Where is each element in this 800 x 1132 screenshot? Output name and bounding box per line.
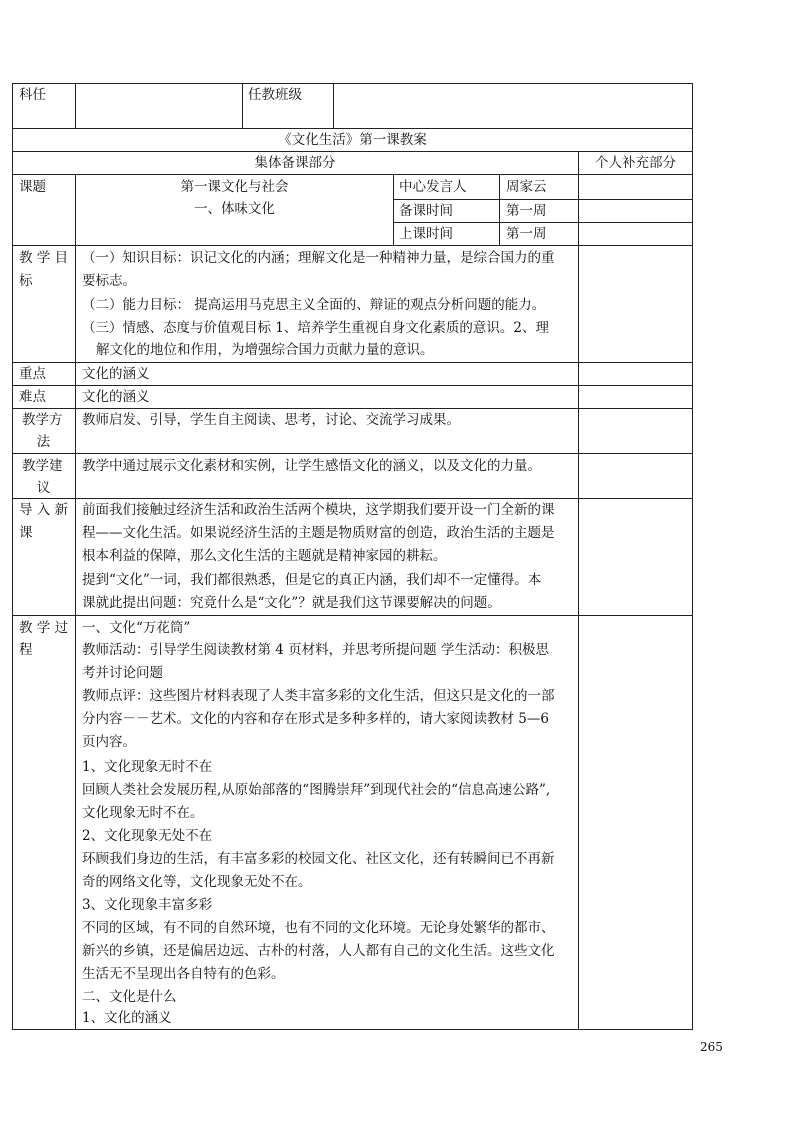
prep-time-label: 备课时间	[399, 203, 453, 219]
personal-col-divider	[578, 151, 579, 1030]
page-title: 《文化生活》第一课教案	[278, 132, 427, 148]
method-label-line-2: 法	[36, 434, 51, 450]
process-line: 2、文化现象无处不在	[82, 828, 213, 844]
speaker-col-divider	[499, 174, 500, 246]
process-line: 新兴的乡镇，还是偏居边远、古朴的村落，人人都有自己的文化生活。这些文化	[82, 943, 555, 959]
method-value: 教师启发、引导，学生自主阅读、思考，讨论、交流学习成果。	[82, 412, 460, 428]
row-divider-key-point	[12, 385, 693, 386]
row-divider-speaker	[393, 199, 693, 200]
speaker-value: 周家云	[506, 179, 547, 195]
intro-label-line-1: 导 入 新	[19, 502, 69, 518]
process-line: 1、文化现象无时不在	[82, 759, 213, 775]
goals-label-line-2: 标	[19, 273, 33, 289]
header-col-divider-3	[333, 83, 334, 129]
subject-label: 科任	[19, 87, 46, 103]
process-line: 教师点评：这些图片材料表现了人类丰富多彩的文化生活，但这只是文化的一部	[82, 688, 555, 704]
class-time-value: 第一周	[506, 226, 547, 242]
process-line: 3、文化现象丰富多彩	[82, 897, 213, 913]
process-line: 文化现象无时不在。	[82, 805, 204, 821]
row-divider-intro	[12, 615, 693, 616]
class-time-label: 上课时间	[399, 226, 453, 242]
intro-line: 课就此提出问题：究竟什么是“文化”？就是我们这节课要解决的问题。	[82, 595, 501, 611]
suggestion-label-line-1: 教学建	[22, 458, 63, 474]
process-line: 奇的网络文化等，文化现象无处不在。	[82, 874, 312, 890]
intro-line: 前面我们接触过经济生活和政治生活两个模块，这学期我们要开设一门全新的课	[82, 502, 555, 518]
goals-line: （三）情感、态度与价值观目标 1、培养学生重视自身文化素质的意识。2、理	[82, 320, 549, 336]
topic-line-1: 第一课文化与社会	[180, 179, 289, 195]
difficulty-value: 文化的涵义	[82, 389, 150, 405]
goals-line: 要标志。	[82, 273, 136, 289]
collective-section-header: 集体备课部分	[254, 155, 336, 171]
key-point-label: 重点	[19, 366, 46, 382]
process-label-line-1: 教 学 过	[19, 620, 69, 636]
row-divider-suggestion	[12, 498, 693, 499]
page-number: 265	[700, 1040, 723, 1054]
row-divider-title	[12, 151, 693, 152]
goals-line: 解文化的地位和作用，为增强综合国力贡献力量的意识。	[96, 342, 434, 358]
table-border-top	[12, 83, 693, 84]
header-col-divider-1	[75, 83, 76, 129]
speaker-label: 中心发言人	[399, 179, 467, 195]
suggestion-value: 教学中通过展示文化素材和实例，让学生感悟文化的涵义，以及文化的力量。	[82, 458, 541, 474]
intro-line: 提到“文化”一词，我们都很熟悉，但是它的真正内涵，我们却不一定懂得。本	[82, 572, 542, 588]
prep-time-value: 第一周	[506, 203, 547, 219]
row-divider-prep-time	[393, 222, 693, 223]
key-point-value: 文化的涵义	[82, 366, 150, 382]
process-line: 回顾人类社会发展历程,从原始部落的“图腾崇拜”到现代社会的“信息高速公路”,	[82, 782, 551, 798]
process-line: 考并讨论问题	[82, 665, 163, 681]
process-line: 生活无不呈现出各自特有的色彩。	[82, 966, 285, 982]
method-label-line-1: 教学方	[22, 412, 63, 428]
topic-line-2: 一、体味文化	[194, 201, 275, 217]
topic-col-divider	[393, 174, 394, 246]
intro-line: 程——文化生活。如果说经济生活的主题是物质财富的创造，政治生活的主题是	[82, 525, 555, 541]
process-line: 一、文化“万花筒”	[82, 620, 191, 636]
process-line: 教师活动：引导学生阅读教材第 4 页材料，并思考所提问题 学生活动：积极思	[82, 642, 549, 658]
personal-section-header: 个人补充部分	[595, 155, 676, 171]
row-divider-sections	[12, 174, 693, 175]
suggestion-label-line-2: 议	[36, 480, 51, 496]
header-col-divider-2	[242, 83, 243, 129]
row-divider-goals	[12, 362, 693, 363]
goals-line: （二）能力目标： 提高运用马克思主义全面的、辩证的观点分析问题的能力。	[82, 297, 546, 313]
process-line: 二、文化是什么	[82, 989, 177, 1005]
row-divider-header	[12, 128, 693, 129]
row-divider-method	[12, 453, 693, 454]
topic-label: 课题	[19, 179, 46, 195]
goals-label-line-1: 教 学 目	[19, 250, 69, 266]
intro-line: 根本利益的保障，那么文化生活的主题就是精神家园的耕耘。	[82, 548, 447, 564]
difficulty-label: 难点	[19, 389, 46, 405]
process-line: 环顾我们身边的生活，有丰富多彩的校园文化、社区文化，还有转瞬间已不再新	[82, 851, 555, 867]
intro-label-line-2: 课	[19, 525, 33, 541]
class-label: 任教班级	[248, 87, 302, 103]
row-divider-topic	[12, 245, 693, 246]
table-border-bottom	[12, 1029, 693, 1030]
row-divider-difficulty	[12, 408, 693, 409]
process-line: 分内容－－艺术。文化的内容和存在形式是多种多样的，请大家阅读教材 5—6	[82, 711, 549, 727]
table-border-left	[12, 83, 13, 1030]
process-line: 1、文化的涵义	[82, 1010, 172, 1026]
table-border-right	[692, 83, 693, 1030]
goals-line: （一）知识目标：识记文化的内涵；理解文化是一种精神力量，是综合国力的重	[82, 250, 555, 266]
process-label-line-2: 程	[19, 642, 33, 658]
process-line: 不同的区域，有不同的自然环境，也有不同的文化环境。无论身处繁华的都市、	[82, 920, 555, 936]
label-col-divider	[75, 174, 76, 1030]
process-line: 页内容。	[82, 734, 136, 750]
